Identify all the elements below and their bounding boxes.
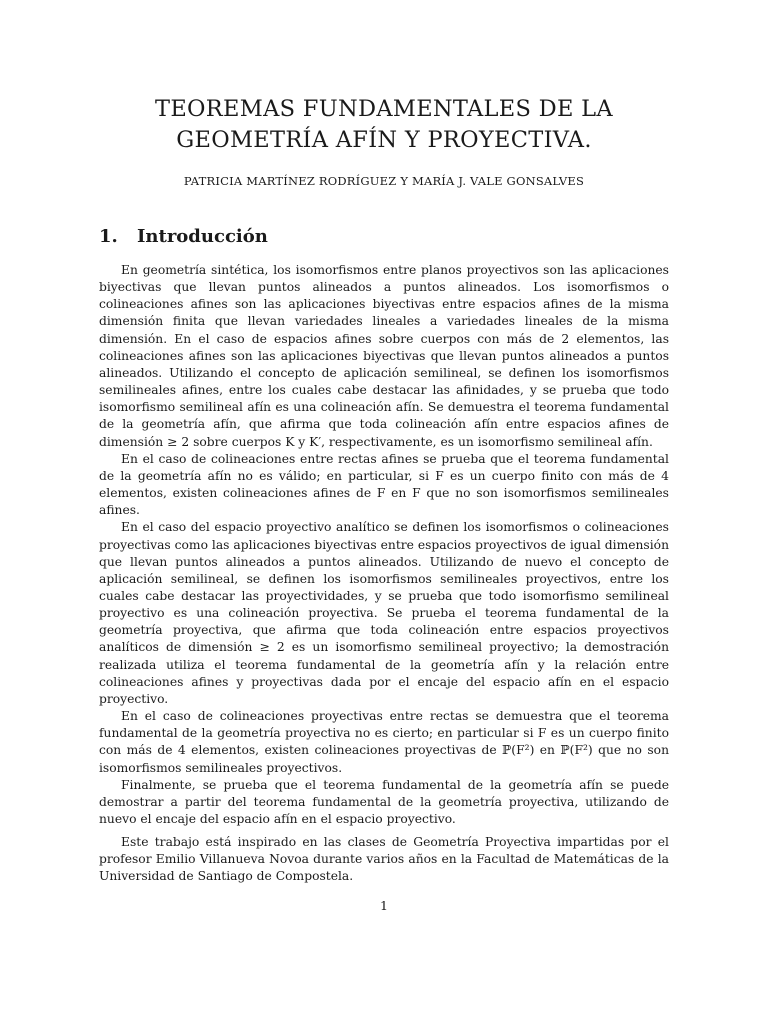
paragraph-6: Este trabajo está inspirado en las clases de Geometría Proyectiva impartidas por el profesor Emilio Villanueva Novoa durante varios años en la Facultad de Matemáticas de la Universidad de Santiago de Compostela. [99,835,669,884]
page-number: 1 [380,898,388,913]
paragraph-1: En geometría sintética, los isomorfismos entre planos proyectivos son las aplicaciones biyectivas que llevan puntos alineados a puntos alineados. Los isomorfismos o colineaciones afines son las aplicaciones biyectivas entre espacios afines de la misma dimensión finita que llevan variedades lineales a variedades lineales de la misma dimensión. En el caso de espacios afines sobre cuerpos con más de 2 elementos, las colineaciones afines son las aplicaciones biyectivas que llevan puntos alineados a puntos alineados. Utilizando el concepto de aplicación semilineal, se definen los isomorfismos semilineales afines, entre los cuales cabe destacar las afinidades, y se prueba que todo isomorfismo semilineal afín es una colineación afín. Se demuestra el teorema fundamental de la geometría afín, que afirma que toda colineación afín entre espacios afines de dimensión ≥ 2 sobre cuerpos K y K′, respectivamente, es un isomorfismo semilineal afín. [99,263,669,449]
section-heading [99,226,268,247]
section-title: Introducción [137,226,268,247]
body-text [99,262,669,886]
paragraph-2: En el caso de colineaciones entre rectas afines se prueba que el teorema fundamental de la geometría afín no es válido; en particular, si F es un cuerpo finito con más de 4 elementos, existen colineaciones afines de F en F que no son isomorfismos semilineales afines. [99,451,669,518]
section-number: 1. [99,226,118,247]
paper-title [0,94,768,156]
paragraph-3: En el caso del espacio proyectivo analítico se definen los isomorfismos o colineaciones proyectivas como las aplicaciones biyectivas entre espacios proyectivos de igual dimensión que llevan puntos alineados a puntos alineados. Utilizando de nuevo el concepto de aplicación semilineal, se definen los isomorfismos semilineales proyectivos, entre los cuales cabe destacar las proyectividades, y se prueba que todo isomorfismo semilineal proyectivo es una colineación proyectiva. Se prueba el teorema fundamental de la geometría proyectiva, que afirma que toda colineación entre espacios proyectivos analíticos de dimensión ≥ 2 es un isomorfismo semilineal proyectivo; la demostración realizada utiliza el teorema fundamental de la geometría afín y la relación entre colineaciones afines y proyectivas dada por el encaje del espacio afín en el espacio proyectivo. [99,520,669,706]
title-line-1: TEOREMAS FUNDAMENTALES DE LA [155,96,613,122]
paragraph-4: En el caso de colineaciones proyectivas entre rectas se demuestra que el teorema fundamental de la geometría proyectiva no es cierto; en particular si F es un cuerpo finito con más de 4 elementos, existen colineaciones proyectivas de ℙ(F²) en ℙ(F²) que no son isomorfismos semilineales proyectivos. [99,709,669,775]
paragraph-5: Finalmente, se prueba que el teorema fundamental de la geometría afín se puede demostrar a partir del teorema fundamental de la geometría proyectiva, utilizando de nuevo el encaje del espacio afín en el espacio proyectivo. [99,777,669,826]
title-line-2: GEOMETRÍA AFÍN Y PROYECTIVA. [176,127,592,153]
authors: PATRICIA MARTÍNEZ RODRÍGUEZ Y MARÍA J. VALE GONSALVES [183,174,585,188]
